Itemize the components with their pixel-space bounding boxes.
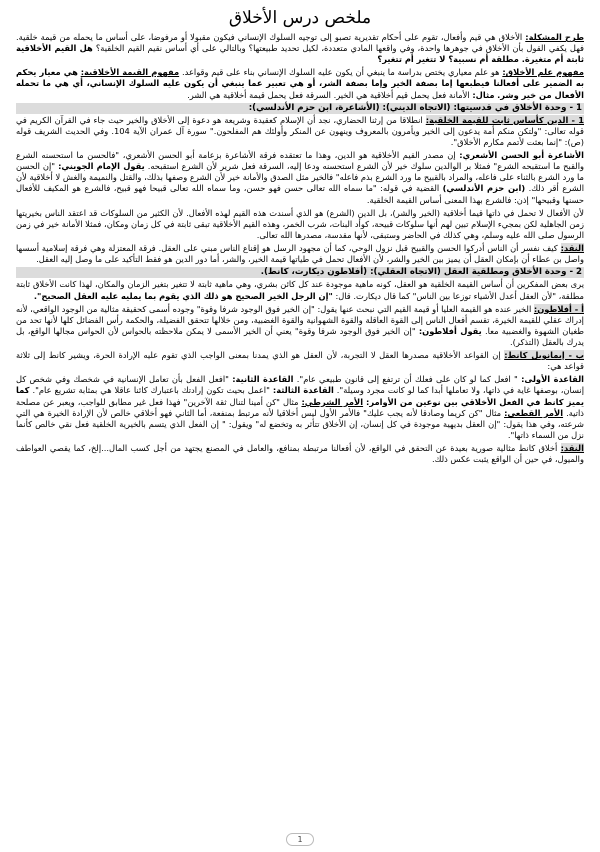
plato-quote: "إن الخير فوق الوجود شرفا وقوة" يعني أن الخير الأسمى لا يمكن ملاحظته بالحواس لأن الحواس مجالها الواقع، بل يدرك بالعقل (التذكر). [16, 325, 584, 347]
kant-rules [16, 374, 584, 441]
ibn-hazm-text: القضية في قوله: "ما سماه الله تعالى حسن فهو حسن، وما سماه الله تعالى قبيحا فهو قبيح، فالشرع هو المكيف للأفعال حسنها وقبيحها" إذن: فالشرع بهذا المعنى أساس القيمة الخلقية. [16, 183, 584, 205]
ethics-concept-label: مفهوم علم الأخلاق: [502, 67, 584, 78]
intro-label: طرح المشكلة: [525, 32, 585, 42]
critique-1-text: كيف نفسر أن الناس أدركوا الحسن والقبيح قبل نزول الوحي، كما أن مجهود الرسل هو إقناع الناس مبني على العقل. فرقة المعتزلة وهي فرقة إسلامية أسسها واصل بن عطاء أن بإمكان العقل أن يميز بين الخير والشر، لأن الأفعال تحمل في طياتها قيمة الخير، والشر، أما دور الدين هو فقط التأكيد على ما وصل إليه العقل. [16, 243, 584, 265]
intro-paragraph [16, 32, 584, 65]
example-text: الأمانة فعل يحمل قيم أخلاقية هي الخير. السرقة فعل يحمل قيمة أخلاقية هي الشر. [187, 89, 470, 100]
section-1-paragraph-3: لأن الأفعال لا تحمل في ذاتها قيما أخلاقية (الخير والشر)، بل الدين (الشرع) هو الذي أسندت هذه القيم لهذه الأفعال. لأن الكثير من السلوكات قد اعتقد الناس بخيريتها زمن الجاهلية لكن بمجيء الإسلام تبين لهم أنها سلوكات قبيحة، كوأد البنات، شرب الخمر، وهذه القيم الأخلاقية تبقى ثابتة في كل زمان ومكان، فمثلا الأمانة خير في زمن الرسول صلى الله عليه وسلم، وهي كذلك في الحاضر وستبقى، لأنها مقدسة، مصدرها الله تعالى. [16, 207, 584, 240]
juwayni-label: يقول الإمام الجويني: [58, 161, 145, 172]
kant-text: إن القواعد الأخلاقية مصدرها العقل لا التجربة، لأن العقل هو الذي يمدنا بمعنى الواجب الذي تقوم عليه الإرادة الحرة، ويشير كانط إلى ثلاثة قواعد هي: [16, 350, 584, 372]
section-1-paragraph-1 [16, 115, 584, 148]
ibn-hazm-label: (ابن حزم الأندلسي) [442, 183, 526, 194]
critique-2-text: أخلاق كانط مثالية صورية بعيدة عن التحقق في الواقع، لأن أفعالنا مرتبطة بمنافع، والعامل في المصنع يجتهد من أجل كسب المال...إلخ، كما يقصي العواطف والميول، في حين أن الواقع يثبت عكس ذلك. [16, 442, 584, 465]
ashari-label: الأشاعرة أبو الحسن الأشعري: [459, 150, 584, 161]
plato-quote-label: يقول أفلاطون: [418, 325, 482, 336]
categorical-imperative-label: الأمر القطعي: [504, 407, 564, 418]
rule-2-text: "افعل الفعل بأن تعامل الإنسانية في شخصك وفي شخص كل إنسان، بوصفها غاية في ذاتها، ولا تعاملها أبدا كما لو كانت مجرد وسيلة". [16, 374, 585, 396]
intro-text: الأخلاق هي قيم وأفعال، تقوم على أحكام تقديرية تصبو إلى توجيه السلوك الإنساني فيكون مقبولا أو مرفوضا، على أساس ما يحمله من قيمة خلقية. فهل يكفي القول بأن الأخلاق في جوهرها واحدة، وفي واقعها المادي متعددة، لكيل تحديد طبيعتها؟ وبالتالي على أي أساس نقيم القيم الخلقية؟ [16, 32, 584, 54]
intro-question: هل القيم الأخلاقية ثابتة أم متغيرة. مطلقة أم نسبية؟ لا تتغير أم تتغير؟ [16, 43, 584, 65]
rule-2-label: القاعدة الثانية: [232, 374, 294, 385]
plato-label: أ - أفلاطون: [533, 303, 584, 314]
kant-note: كما يميز كانط في الفعل الأخلاقي بين نوعين من الأوامر: [16, 385, 584, 407]
page-footer [0, 827, 600, 846]
page-title: ملخص درس الأخلاق [228, 8, 372, 28]
concept-paragraph [16, 67, 584, 100]
plato-text: الخير عنده هو القيمة العليا أو قيمة القيم التي نبحث عنها يقول: "إن الخير فوق الوجود شرفا وقوة" وجوده أسمى كحقيقة مثالية من الوجود الواقعي، لأنه إدراك عقلي للقيمة الخيرة، تقسم أفعال الناس إلى القوة العاقلة والقوة الشهوانية والقوة الغضبية، ومن خلالها تتحقق الفضيلة، والحكمة رأس الفضائل كلها لأنها تحد من طغيان الشهوة والغضبية معا. [16, 303, 585, 336]
rule-1-text: " افعل كما لو كان على فعلك أن ترتفع إلى قانون طبيعي عام". [296, 374, 518, 385]
conditional-imperative-label: الأمر الشرطي: [301, 396, 364, 407]
ashari-text: إن مصدر القيم الأخلاقية هو الدين، وهذا ما تعتقده فرقة الأشاعرة بزعامة أبو الحسن الأشعري، "فالحسن ما استحسنه الشرع والقبح ما استقبحه الشرع" فمثلا بر الوالدين سلوك خير لأن الشرع استحسنه ودعا إليه، السرقة فعل شرير لأن الشرع استقبحه. [16, 150, 585, 172]
rule-3-label: القاعدة الثالثة: [272, 385, 334, 396]
section-1-paragraph-2 [16, 150, 584, 206]
section-2-paragraph-1 [16, 279, 584, 301]
rule-1-label: القاعدة الأولى: [521, 374, 585, 385]
section-1-heading: 1 - وحدة الأخلاق في قدسيتها: (الاتجاه الديني): (الأشاعرة، ابن حزم الأندلسي): [16, 103, 584, 114]
example-label: مثال: [472, 89, 495, 100]
value-concept-label: مفهوم القيمة الأخلاقية: [80, 67, 180, 78]
categorical-imperative-text: مثال "كن كريما وصادقا لأنه يجب عليك" فالأمر الأول ليس أخلاقيا لأنه مرتبط بمنفعة، أما الثاني فهو أخلاقي خالص لأن الإرادة الخيرة هي التي شرعته، وفي هذا يقول: "إن العقل بديهية موجودة في كل إنسان، إن الأخلاق تتأثر به وتخضع له" ويقول: " إن الفعل الذي يتسم بالخيرية الخلقية فعل نقي خالص كأنما نزل من السماء ذاتها". [16, 407, 584, 440]
critique-2-label: النقد: [560, 442, 585, 453]
reason-basis-text: يرى بعض المفكرين أن أساس القيمة الخلقية هو العقل، كونه ماهية موجودة عند كل كائن بشري، وهي ماهية ثابتة لا تتغير بتغير الزمان والمكان، لهذا كانت الأخلاق ثابتة مطلقة، "لأن العقل أعدل الأشياء توزعا بين الناس" كما قال ديكارت. قال: [16, 279, 584, 301]
religion-basis-text: انطلاقا من إرثنا الحضاري، نجد أن الإسلام كعقيدة وشريعة هو دعوة إلى الأخلاق والخير حيث جاء في القرآن الكريم في قوله تعالى: "ولتكن منكم أمة يدعون إلى الخير ويأمرون بالمعروف وينهون عن المنكر وأولئك هم المفلحون." سورة آل عمران الآية 104. وفي الحديث الشريف قوله (ص): "إنما بعثت لأتمم مكارم الأخلاق". [16, 114, 584, 148]
kant-paragraph [16, 350, 584, 372]
section-1-critique [16, 243, 584, 265]
plato-paragraph [16, 304, 584, 348]
ethics-concept-text: هو علم معياري يختص بدراسة ما ينبغي أن يكون عليه السلوك الإنساني بناء على قيم وقواعد. [181, 67, 500, 78]
descartes-quote: "إن الرجل الخير الصحيح هو ذلك الذي يقوم بما يمليه عليه العقل الصحيح". [33, 290, 333, 301]
juwayni-text: "إن الحسن ما ورد الشرع بالثناء على فاعله، والمراد بالقبيح ما ورد الشرع بذم فاعله" فالخير مثل الصدق والأمانة خير لأن الشرع وصفها بذلك، والقتل والنميمة والغش لا أخلاقية لأن الشرع أقر ذلك. [16, 161, 585, 194]
critique-1-label: النقد: [560, 243, 585, 254]
conditional-imperative-text: مثال "كن أمينا لتنال ثقة الآخرين" فهذا فعل غير مطابق للواجب، ويعبر عن مصلحة ذاتية. [16, 396, 584, 418]
section-2-heading: 2 - وحدة الأخلاق ومطلقية العقل (الاتجاه العقلي): (أفلاطون ديكارت، كانط). [16, 267, 584, 278]
religion-basis-label: 1 - الدين كأساس ثابت للقيمة الخلقية: [425, 114, 585, 125]
value-concept-text: هي معيار يحكم به الضمير على أفعالنا فيطبعها إما بصفة الخير وإما بصفة الشر، أو هي تعبير عما ينبغي أن يكون عليه السلوك الإنساني، أي هي ما تحمله الأفعال من خير وشر. [16, 67, 584, 100]
page-number: 1 [286, 833, 313, 846]
rule-3-text: "اعمل بحيث تكون إرادتك باعتبارك كائنا عاقلا هي بمثابة تشريع عام". [32, 385, 270, 396]
section-2-critique [16, 443, 584, 465]
kant-label: ب - إيمانويل كانط: [504, 350, 585, 361]
